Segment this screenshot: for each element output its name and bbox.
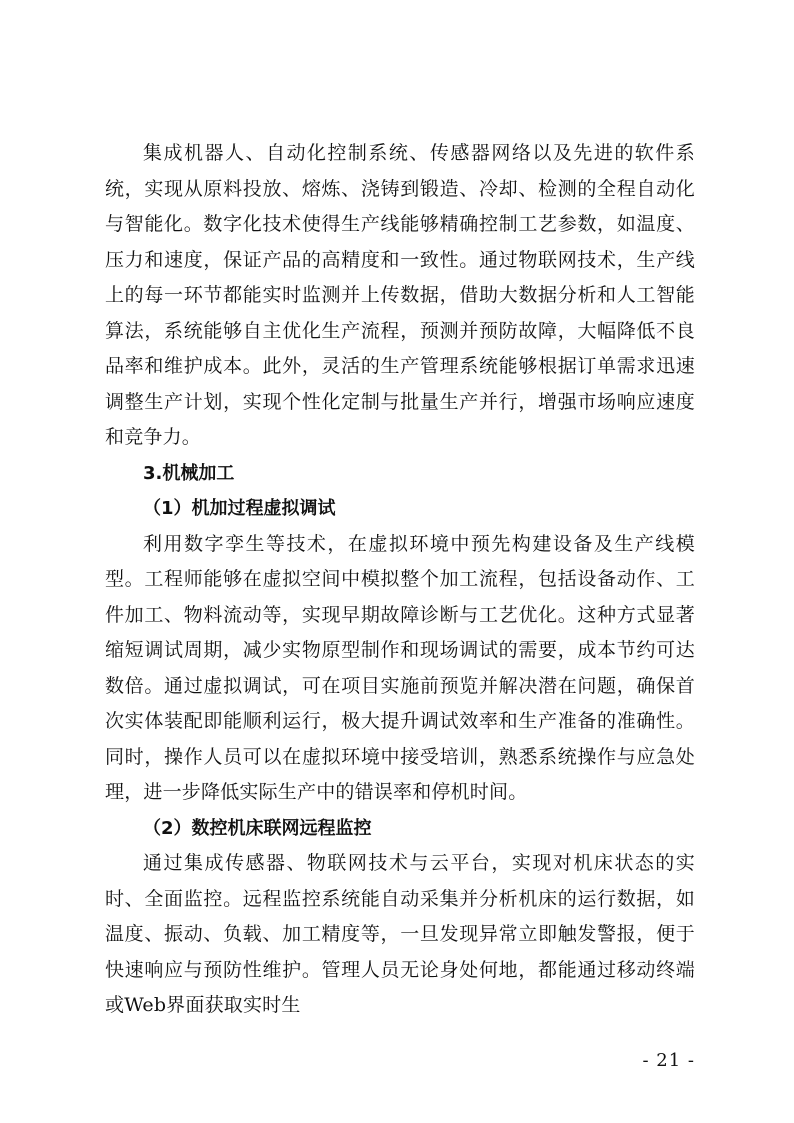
subsection-heading-virtual-commissioning: （1）机加过程虚拟调试 (143, 498, 336, 519)
page-body (105, 136, 695, 1024)
body-paragraph-virtual-commissioning: 利用数字孪生等技术，在虚拟环境中预先构建设备及生产线模型。工程师能够在虚拟空间中模拟整个加工流程，包括设备动作、工件加工、物料流动等，实现早期故障诊断与工艺优化。这种方式显著缩短调试周期，减少实物原型制作和现场调试的需要，成本节约可达数倍。通过虚拟调试，可在项目实施前预览并解决潜在问题，确保首次实体装配即能顺利运行，极大提升调试效率和生产准备的准确性。同时，操作人员可以在虚拟环境中接受培训，熟悉系统操作与应急处理，进一步降低实际生产中的错误率和停机时间。 (105, 532, 695, 803)
section-heading-machining: 3.机械加工 (143, 462, 235, 484)
body-paragraph-remote-monitoring: 通过集成传感器、物联网技术与云平台，实现对机床状态的实时、全面监控。远程监控系统能自动采集并分析机床的运行数据，如温度、振动、负载、加工精度等，一旦发现异常立即触发警报，便于快速响应与预防性维护。管理人员无论身处何地，都能通过移动终端或Web界面获取实时生 (105, 852, 695, 1016)
body-paragraph-intro: 集成机器人、自动化控制系统、传感器网络以及先进的软件系统，实现从原料投放、熔炼、浇铸到锻造、冷却、检测的全程自动化与智能化。数字化技术使得生产线能够精确控制工艺参数，如温度、压力和速度，保证产品的高精度和一致性。通过物联网技术，生产线上的每一环节都能实时监测并上传数据，借助大数据分析和人工智能算法，系统能够自主优化生产流程，预测并预防故障，大幅降低不良品率和维护成本。此外，灵活的生产管理系统能够根据订单需求迅速调整生产计划，实现个性化定制与批量生产并行，增强市场响应速度和竞争力。 (105, 142, 695, 448)
subsection-heading-remote-monitoring: （2）数控机床联网远程监控 (143, 817, 372, 839)
page-number: - 21 - (642, 1050, 695, 1071)
